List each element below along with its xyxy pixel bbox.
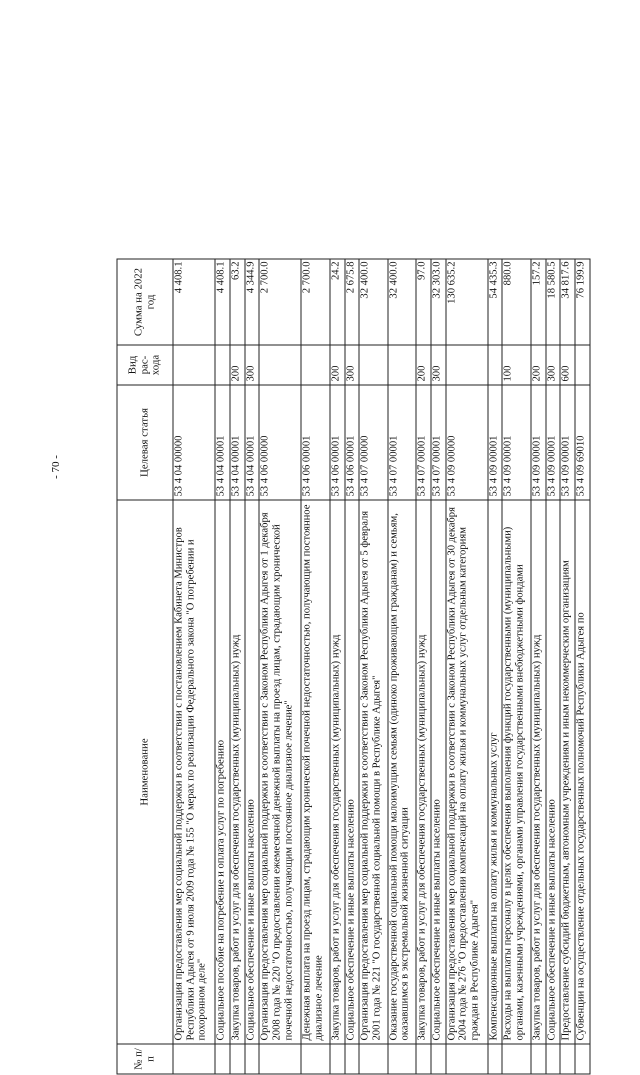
row-sum: 4 344.9 [245,259,260,345]
row-sum: 32 400.0 [359,259,387,345]
row-target-code: 53 4 07 00001 [431,385,446,500]
row-name: Закупка товаров, работ и услуг для обеспечения государственных (муниципальных) нужд [230,500,245,1044]
row-target-code: 53 4 09 00001 [531,385,546,500]
table-row [301,259,329,1074]
row-name: Организация предоставления мер социальной поддержки в соответствии с Законом Республики Адыгея от 5 февраля 2001 года № 221 "О государственной социальной помощи в Республике Адыгея" [359,500,387,1044]
row-target-code: 53 4 09 00001 [560,385,575,500]
table-row [259,259,301,1074]
row-expense-kind: 300 [245,345,260,385]
row-expense-kind: 300 [345,345,360,385]
row-number [546,1044,561,1074]
row-name: Оказание государственной социальной помощи малоимущим семьям (одиноко проживающим гражданам) и семьям, оказавшимся в экстремальной жизненной ситуации [388,500,416,1044]
row-sum: 157.2 [531,259,546,345]
row-sum: 32 303.0 [431,259,446,345]
row-name: Закупка товаров, работ и услуг для обеспечения государственных (муниципальных) нужд [531,500,546,1044]
row-expense-kind [575,345,590,385]
row-number [330,1044,345,1074]
row-expense-kind [488,345,503,385]
header-name: Наименование [117,500,173,1044]
row-expense-kind [259,345,301,385]
budget-table [117,259,591,1075]
table-row [215,259,230,1074]
row-number [215,1044,230,1074]
row-sum: 880.0 [502,259,530,345]
row-target-code: 53 4 07 00001 [416,385,431,500]
row-expense-kind [301,345,329,385]
row-name: Организация предоставления мер социальной поддержки в соответствии с Законом Республики Адыгея от 30 декабря 2004 года № 276 "О предоставлении компенсаций на оплату жилья и коммунальных услуг отдельным категориям граждан в Республике Адыгея" [446,500,488,1044]
table-row [173,259,215,1074]
row-target-code: 53 4 06 00001 [330,385,345,500]
row-name: Предоставление субсидий бюджетным, автономным учреждениям и иным некоммерческим организациям [560,500,575,1044]
row-sum: 2 675.8 [345,259,360,345]
row-expense-kind: 600 [560,345,575,385]
row-expense-kind: 100 [502,345,530,385]
table-row [531,259,546,1074]
row-sum: 18 580.5 [546,259,561,345]
row-target-code: 53 4 04 00001 [215,385,230,500]
row-sum: 34 817.6 [560,259,575,345]
row-name: Компенсационные выплаты на оплату жилья и коммунальных услуг [488,500,503,1044]
table-row [575,259,590,1074]
table-row [502,259,530,1074]
header-target: Целевая статья [117,385,173,500]
row-sum: 2 700.0 [301,259,329,345]
row-expense-kind [173,345,215,385]
row-name: Социальное обеспечение и иные выплаты населению [431,500,446,1044]
row-target-code: 53 4 07 00000 [359,385,387,500]
row-target-code: 53 4 09 00001 [502,385,530,500]
row-sum: 4 408.1 [173,259,215,345]
row-number [345,1044,360,1074]
row-sum: 63.2 [230,259,245,345]
row-expense-kind: 300 [431,345,446,385]
row-number [488,1044,503,1074]
row-number [531,1044,546,1074]
row-sum: 97.0 [416,259,431,345]
row-target-code: 53 4 04 00001 [230,385,245,500]
row-name: Закупка товаров, работ и услуг для обеспечения государственных (муниципальных) нужд [330,500,345,1044]
row-name: Социальное обеспечение и иные выплаты населению [245,500,260,1044]
row-sum: 54 435.3 [488,259,503,345]
row-expense-kind [215,345,230,385]
row-sum: 32 400.0 [388,259,416,345]
row-target-code: 53 4 06 00001 [301,385,329,500]
row-target-code: 53 4 07 00001 [388,385,416,500]
table-row [546,259,561,1074]
row-name: Закупка товаров, работ и услуг для обеспечения государственных (муниципальных) нужд [416,500,431,1044]
table-body [173,259,590,1074]
table-row [230,259,245,1074]
row-number [560,1044,575,1074]
page-number [46,452,66,482]
row-name: Социальное пособие на погребение и оплата услуг по погребению [215,500,230,1044]
header-num: № п/п [117,1044,173,1074]
row-sum: 130 635.2 [446,259,488,345]
table-row [416,259,431,1074]
row-name: Организация предоставления мер социальной поддержки в соответствии с Законом Республики Адыгея от 1 декабря 2008 года № 220 "О предоставлении ежемесячной денежной выплаты на проезд лицам, страдающим хронической почечной недостаточностью, получающим постоянное диализное лечение" [259,500,301,1044]
row-number [173,1044,215,1074]
table-row [431,259,446,1074]
table-row [446,259,488,1074]
row-number [502,1044,530,1074]
table-row [330,259,345,1074]
row-number [446,1044,488,1074]
row-target-code: 53 4 06 00000 [259,385,301,500]
row-target-code: 53 4 09 00001 [546,385,561,500]
row-target-code: 53 4 04 00001 [245,385,260,500]
table-row [560,259,575,1074]
row-expense-kind: 200 [330,345,345,385]
row-name: Денежная выплата на проезд лицам, страдающим хронической почечной недостаточностью, получающим постоянное диализное лечение [301,500,329,1044]
row-expense-kind: 200 [531,345,546,385]
row-number [431,1044,446,1074]
table-row [359,259,387,1074]
row-target-code: 53 4 04 00000 [173,385,215,500]
row-number [359,1044,387,1074]
row-sum: 4 408.1 [215,259,230,345]
row-name: Социальное обеспечение и иные выплаты населению [546,500,561,1044]
row-number [301,1044,329,1074]
page-number-text: - 70 - [50,455,63,479]
row-number [230,1044,245,1074]
row-expense-kind: 200 [416,345,431,385]
row-expense-kind [446,345,488,385]
row-name: Организация предоставления мер социальной поддержки в соответствии с постановлением Кабинета Министров Республики Адыгея от 9 июля 2009 года № 155 "О мерах по реализации Федерального закона "О погребении и похоронном деле" [173,500,215,1044]
row-target-code: 53 4 09 00001 [488,385,503,500]
row-expense-kind: 300 [546,345,561,385]
row-sum: 76 199.9 [575,259,590,345]
row-number [416,1044,431,1074]
row-name: Расходы на выплаты персоналу в целях обеспечения выполнения функций государственными (муниципальными) органами, казенными учреждениями, органами управления государственными внебюджетными фондами [502,500,530,1044]
table-row [345,259,360,1074]
table-header-row [117,259,173,1074]
row-number [388,1044,416,1074]
row-sum: 24.2 [330,259,345,345]
row-name: Социальное обеспечение и иные выплаты населению [345,500,360,1044]
table-row [488,259,503,1074]
row-number [575,1044,590,1074]
header-sum: Сумма на 2022 год [117,259,173,345]
row-sum: 2 700.0 [259,259,301,345]
table-row [388,259,416,1074]
rotated-page [117,260,591,1075]
row-number [259,1044,301,1074]
row-expense-kind: 200 [230,345,245,385]
table-row [245,259,260,1074]
row-target-code: 53 4 09 00000 [446,385,488,500]
header-kind: Вид рас-хода [117,345,173,385]
row-expense-kind [359,345,387,385]
row-number [245,1044,260,1074]
row-expense-kind [388,345,416,385]
row-target-code: 53 4 09 69010 [575,385,590,500]
row-name: Субвенции на осуществление отдельных государственных полномочий Республики Адыгея по [575,500,590,1044]
row-target-code: 53 4 06 00001 [345,385,360,500]
